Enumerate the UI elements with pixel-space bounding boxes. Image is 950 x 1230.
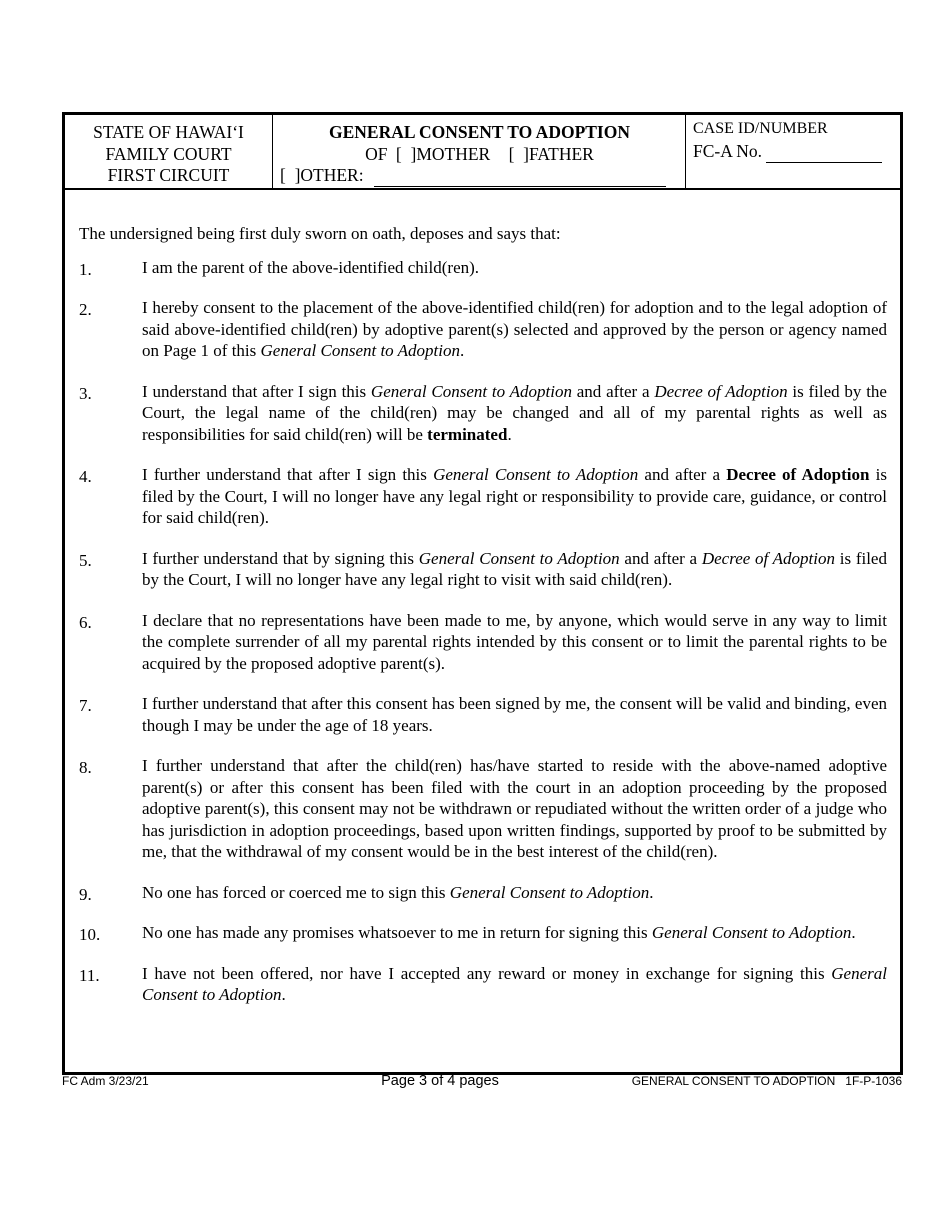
mother-checkbox[interactable]: [ ] (395, 143, 417, 164)
consent-item-text: I understand that after I sign this (142, 381, 371, 401)
consent-item-text: is filed by the Court, the legal name of the child(ren) may be changed and all of my parental rights as well as responsibilities for said child(ren) will be (142, 381, 887, 444)
of-prefix: OF (365, 143, 388, 164)
consent-item-text: terminated (427, 424, 508, 444)
consent-item (79, 963, 887, 1006)
consent-item-number: 2. (79, 300, 92, 319)
court-name: FAMILY COURT (105, 143, 232, 164)
consent-item-text: . (649, 882, 654, 902)
party-selection-line (274, 144, 685, 166)
form-frame (62, 112, 903, 1075)
consent-item (79, 257, 887, 279)
mother-label: MOTHER (416, 143, 491, 164)
consent-item-text: . (851, 923, 856, 942)
court-circuit: FIRST CIRCUIT (107, 165, 230, 185)
consent-item-text: I further understand that after this consent has been signed by me, the consent will be valid and binding, even though I may be under the age of 18 years. (142, 694, 887, 735)
consent-item (79, 882, 887, 904)
consent-item-text: General Consent to Adoption (418, 548, 620, 568)
form-title: GENERAL CONSENT TO ADOPTION (329, 122, 630, 142)
consent-item-text: I hereby consent to the placement of the above-identified child(ren) for adoption and to the legal adoption of said above-identified child(ren) by adoptive parent(s) selected and approved by the person or agency named on Page 1 of this (142, 298, 887, 360)
consent-item-text: is filed by the Court, I will no longer have any legal right to visit with said child(ren). (142, 548, 887, 589)
consent-item-text: Decree of Adoption (701, 548, 836, 568)
consent-item-text: I further understand that after the child(ren) has/have started to reside with the above-named adoptive parent(s) or after this consent has been filed with the court in an adoption proceeding by the proposed adoptive parent(s), this consent may not be withdrawn or repudiated without the written order of a judge who has jurisdiction in adoption proceedings, based upon written findings, supported by proof to be submitted by me, that the withdrawal of my consent would be in the best interest of the child(ren). (142, 756, 887, 861)
consent-item-number: 1. (79, 259, 92, 279)
page-number: Page 3 of 4 pages (381, 1073, 499, 1089)
consent-item-text: I further understand that by signing this (142, 548, 419, 568)
consent-item-text: and after a (571, 381, 655, 401)
consent-item-number: 7. (79, 696, 92, 715)
consent-item-number: 11. (79, 965, 100, 985)
form-revision: FC Adm 3/23/21 (62, 1074, 149, 1088)
consent-item-number: 3. (79, 383, 92, 403)
consent-item (79, 610, 887, 675)
consent-item-number: 8. (79, 758, 92, 777)
consent-item-number: 5. (79, 550, 92, 570)
consent-item (79, 297, 887, 362)
consent-item-text: I declare that no representations have been made to me, by anyone, which would serve in any way to limit the complete surrender of all my parental rights intended by this consent or to limit the parental rights to be acquired by the proposed adoptive parent(s). (142, 610, 887, 673)
consent-item (79, 755, 887, 863)
other-label: OTHER: (300, 165, 364, 185)
consent-item-text: and after a (638, 465, 727, 484)
consent-item (79, 464, 887, 529)
father-checkbox[interactable]: [ ] (508, 143, 529, 164)
intro-statement: The undersigned being first duly sworn on oath, deposes and says that: (79, 224, 561, 243)
consent-body (79, 223, 887, 1025)
consent-item-text: General Consent to Adoption (651, 923, 852, 942)
consent-item-text: General Consent to Adoption (260, 341, 460, 360)
consent-item-text: Decree of Adoption (726, 465, 870, 484)
consent-item-text: General Consent to Adoption (433, 465, 639, 484)
other-party-field[interactable] (374, 168, 666, 187)
consent-item-text: I further understand that after I sign this (142, 465, 434, 484)
fca-label: FC-A No. (693, 141, 763, 161)
consent-item (79, 922, 887, 944)
consent-item-text: is filed by the Court, I will no longer have any legal right or responsibility to provide care, guidance, or control for said child(ren). (142, 465, 887, 527)
consent-item-text: No one has forced or coerced me to sign this (142, 882, 450, 902)
consent-item-text: No one has made any promises whatsoever to me in return for signing this (142, 923, 652, 942)
fca-number-field[interactable] (766, 144, 882, 163)
consent-item (79, 693, 887, 736)
case-id-label: CASE ID/NUMBER (693, 120, 828, 137)
consent-item-number: 4. (79, 467, 92, 486)
consent-item-number: 9. (79, 884, 92, 904)
consent-item-text: and after a (619, 548, 702, 568)
form-title-cell (274, 115, 686, 188)
case-number-cell (687, 115, 900, 188)
other-party-line (274, 165, 685, 187)
consent-item-text: General Consent to Adoption (142, 963, 887, 1004)
father-label: FATHER (529, 143, 594, 164)
consent-item-text: . (281, 985, 286, 1004)
consent-item-text: . (459, 341, 465, 360)
fca-number-line (693, 139, 900, 163)
court-info (65, 115, 273, 188)
form-code: GENERAL CONSENT TO ADOPTION 1F-P-1036 (631, 1074, 902, 1088)
consent-item-text: . (507, 424, 512, 444)
consent-items-list (79, 257, 887, 1006)
consent-item (79, 548, 887, 591)
court-state: STATE OF HAWAI‘I (93, 122, 244, 142)
consent-item-text: I am the parent of the above-identified child(ren). (142, 257, 480, 277)
form-header (65, 115, 900, 190)
consent-item-number: 6. (79, 612, 92, 632)
consent-item-text: General Consent to Adoption (370, 381, 572, 401)
consent-item-text: Decree of Adoption (654, 381, 788, 401)
consent-item-number: 10. (79, 925, 101, 944)
consent-item-text: I have not been offered, nor have I accepted any reward or money in exchange for signing this (142, 963, 832, 983)
other-checkbox[interactable]: [ ] (280, 165, 301, 185)
consent-item (79, 381, 887, 446)
consent-item-text: General Consent to Adoption (449, 882, 650, 902)
